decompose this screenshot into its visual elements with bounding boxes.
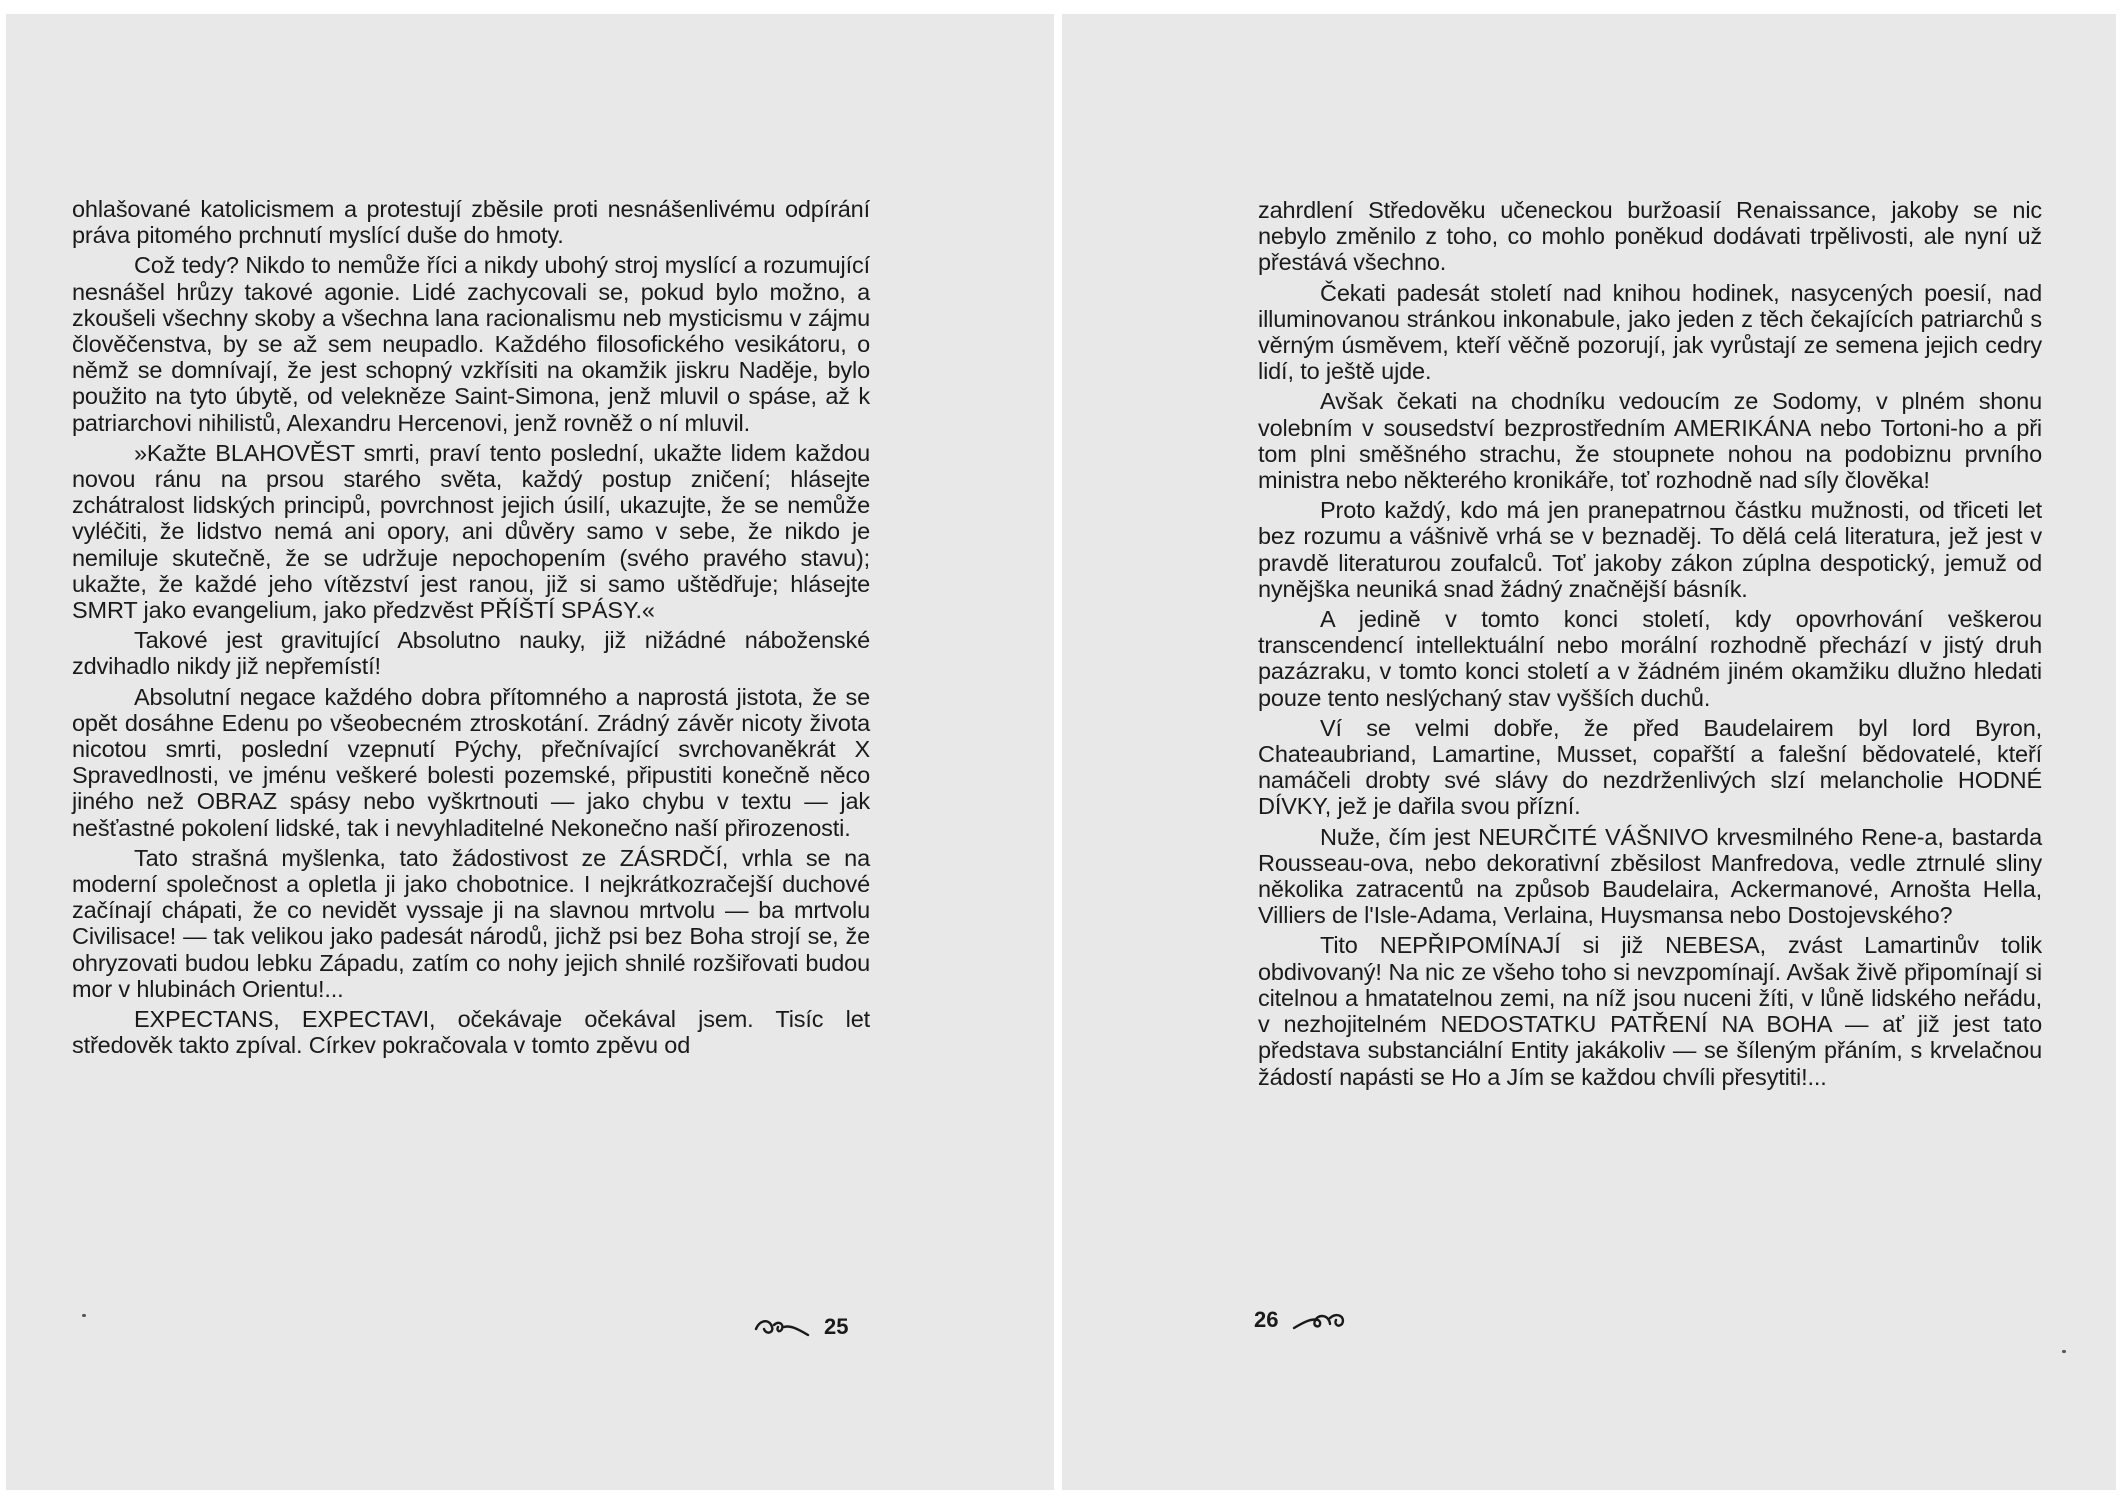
right-folio <box>1254 1307 1350 1333</box>
right-page <box>1062 14 2116 1490</box>
paragraph: A jedině v tomto konci století, kdy opovrhování veškerou transcendencí intellektuální nebo morální rozhodně přechází v jistý druh pazázraku, v tomto konci století a v žádném jiném okamžiku dlužno hledati pouze tento neslýchaný stav vyšších duchů. <box>1258 606 2042 711</box>
speck <box>82 1314 86 1317</box>
paragraph: zahrdlení Středověku učeneckou buržoasií Renaissance, jakoby se nic nebylo změnilo z toho, co mohlo poněkud dodávati trpělivosti, ale nyní už přestává všechno. <box>1258 197 2042 276</box>
left-folio <box>752 1314 848 1340</box>
paragraph: Ví se velmi dobře, že před Baudelairem byl lord Byron, Chateaubriand, Lamartine, Musset, copařští a falešní bědovatelé, kteří namáčeli drobty své slávy do nezdrženlivých slzí melancholie HODNÉ DÍVKY, jež je dařila svou přízní. <box>1258 714 2042 820</box>
paragraph: Takové jest gravitující Absolutno nauky, již nižádné náboženské zdvihadlo nikdy již nepřemístí! <box>72 627 870 680</box>
paragraph: Absolutní negace každého dobra přítomného a naprostá jistota, že se opět dosáhne Edenu po všeobecném ztroskotání. Zrádný závěr nicoty života nicotou smrti, poslední vzepnutí Pýchy, přečnívající svrchovaněkrát X Spravedlnosti, ve jménu veškeré bolesti pozemské, připustiti konečně něco jiného než OBRAZ spásy nebo vyškrtnouti — jako chybu v textu — jak nešťastné pokolení lidské, tak i nevyhladitelné Nekonečno naší přirozenosti. <box>72 683 870 841</box>
paragraph: »Kažte BLAHOVĚST smrti, praví tento poslední, ukažte lidem každou novou ránu na prsou starého světa, každý postup zničení; hlásejte zchátralost lidských principů, povrchnost jejich úsilí, ukazujte, že se nemůže vyléčiti, že lidstvo nemá ani opory, ani důvěry samo v sebe, že nikdo je nemiluje skutečně, že se udržuje nepochopením (svého pravého stavu); ukažte, že každé jeho vítězství jest ranou, již si samo uštědřuje; hlásejte SMRT jako evangelium, jako předzvěst PŘÍŠTÍ SPÁSY.« <box>72 439 870 624</box>
paragraph: ohlašované katolicismem a protestují zběsile proti nesnášenlivému odpírání práva pitomého prchnutí myslící duše do hmoty. <box>72 196 870 249</box>
left-page <box>6 14 1054 1490</box>
paragraph: Tito NEPŘIPOMÍNAJÍ si již NEBESA, zvást Lamartinův tolik obdivovaný! Na nic ze všeho toho si nevzpomínají. Avšak živě připomínají si citelnou a hmatatelnou zemi, na níž jsou nuceni žíti, v lůně lidského neřádu, v nezhojitelném NEDOSTATKU PATŘENÍ NA BOHA — ať již jest tato představa substanciální Entity jakákoliv — se šíleným přáním, s krvelačnou žádostí napásti se Ho a Jím se každou chvíli přesytiti!... <box>1258 932 2042 1090</box>
left-page-text <box>72 196 870 1063</box>
paragraph: Tato strašná myšlenka, tato žádostivost ze ZÁSRDČÍ, vrhla se na moderní společnost a opletla ji jako chobotnice. I nejkrátkozračejší duchové začínají chápati, že co nevidět vyssaje ji na slavnou mrtvolu — ba mrtvolu Civilisace! — tak velikou jako padesát národů, jichž psi bez Boha strojí se, že ohryzovati budou lebku Západu, zatím co nohy jejich shnilé rozšiřovati budou mor v hlubinách Orientu!... <box>72 844 870 1002</box>
paragraph: Čekati padesát století nad knihou hodinek, nasycených poesií, nad illuminovanou stránkou inkonabule, jako jeden z těch čekajících patriarchů s věrným úsměvem, kteří věčně pozorují, jak vyrůstají ze semena jejich cedry lidí, to ještě ujde. <box>1258 279 2042 385</box>
page-number: 26 <box>1254 1307 1279 1332</box>
paragraph: Nuže, čím jest NEURČITÉ VÁŠNIVO krvesmilného Rene-a, bastarda Rousseau-ova, nebo dekorativní zběsilost Manfredova, vedle ztrnulé sliny několika zatracentů na způsob Baudelaira, Ackermanové, Arnošta Hella, Villiers de l'Isle-Adama, Verlaina, Huysmansa nebo Dostojevského? <box>1258 823 2042 929</box>
paragraph: EXPECTANS, EXPECTAVI, očekávaje očekával jsem. Tisíc let středověk takto zpíval. Církev pokračovala v tomto zpěvu od <box>72 1006 870 1059</box>
right-page-text <box>1258 197 2042 1094</box>
ornament-icon <box>752 1315 812 1339</box>
ornament-icon <box>1290 1308 1350 1332</box>
paragraph: Avšak čekati na chodníku vedoucím ze Sodomy, v plném shonu volebním v sousedství bezprostředním AMERIKÁNA nebo Tortoni-ho a při tom plni směšného strachu, že stoupnete nohou na podobiznu prvního ministra nebo některého kronikáře, toť rozhodně nad síly člověka! <box>1258 388 2042 494</box>
paragraph: Což tedy? Nikdo to nemůže říci a nikdy ubohý stroj myslící a rozumující nesnášel hrůzy takové agonie. Lidé zachycovali se, pokud bylo možno, a zkoušeli všechny skoby a všechna lana racionalismu neb mysticismu v zájmu člověčenstva, by se až sem neupadlo. Každého filosofického vesikátoru, o němž se domnívají, že jest schopný vzkřísiti na okamžik jiskru Naděje, bylo použito na tyto úbytě, od velekněze Saint-Simona, jenž mluvil o spáse, až k patriarchovi nihilistů, Alexandru Hercenovi, jenž rovněž o ní mluvil. <box>72 252 870 436</box>
page-number: 25 <box>824 1314 849 1339</box>
paragraph: Proto každý, kdo má jen pranepatrnou částku mužnosti, od třiceti let bez rozumu a vášnivě vrhá se v beznaděj. To dělá celá literatura, jež jest v pravdě literaturou zoufalců. Toť jakoby zákon zúplna despotický, jemuž od nynějška neuniká snad žádný značnější básník. <box>1258 497 2042 602</box>
speck <box>2062 1350 2066 1353</box>
